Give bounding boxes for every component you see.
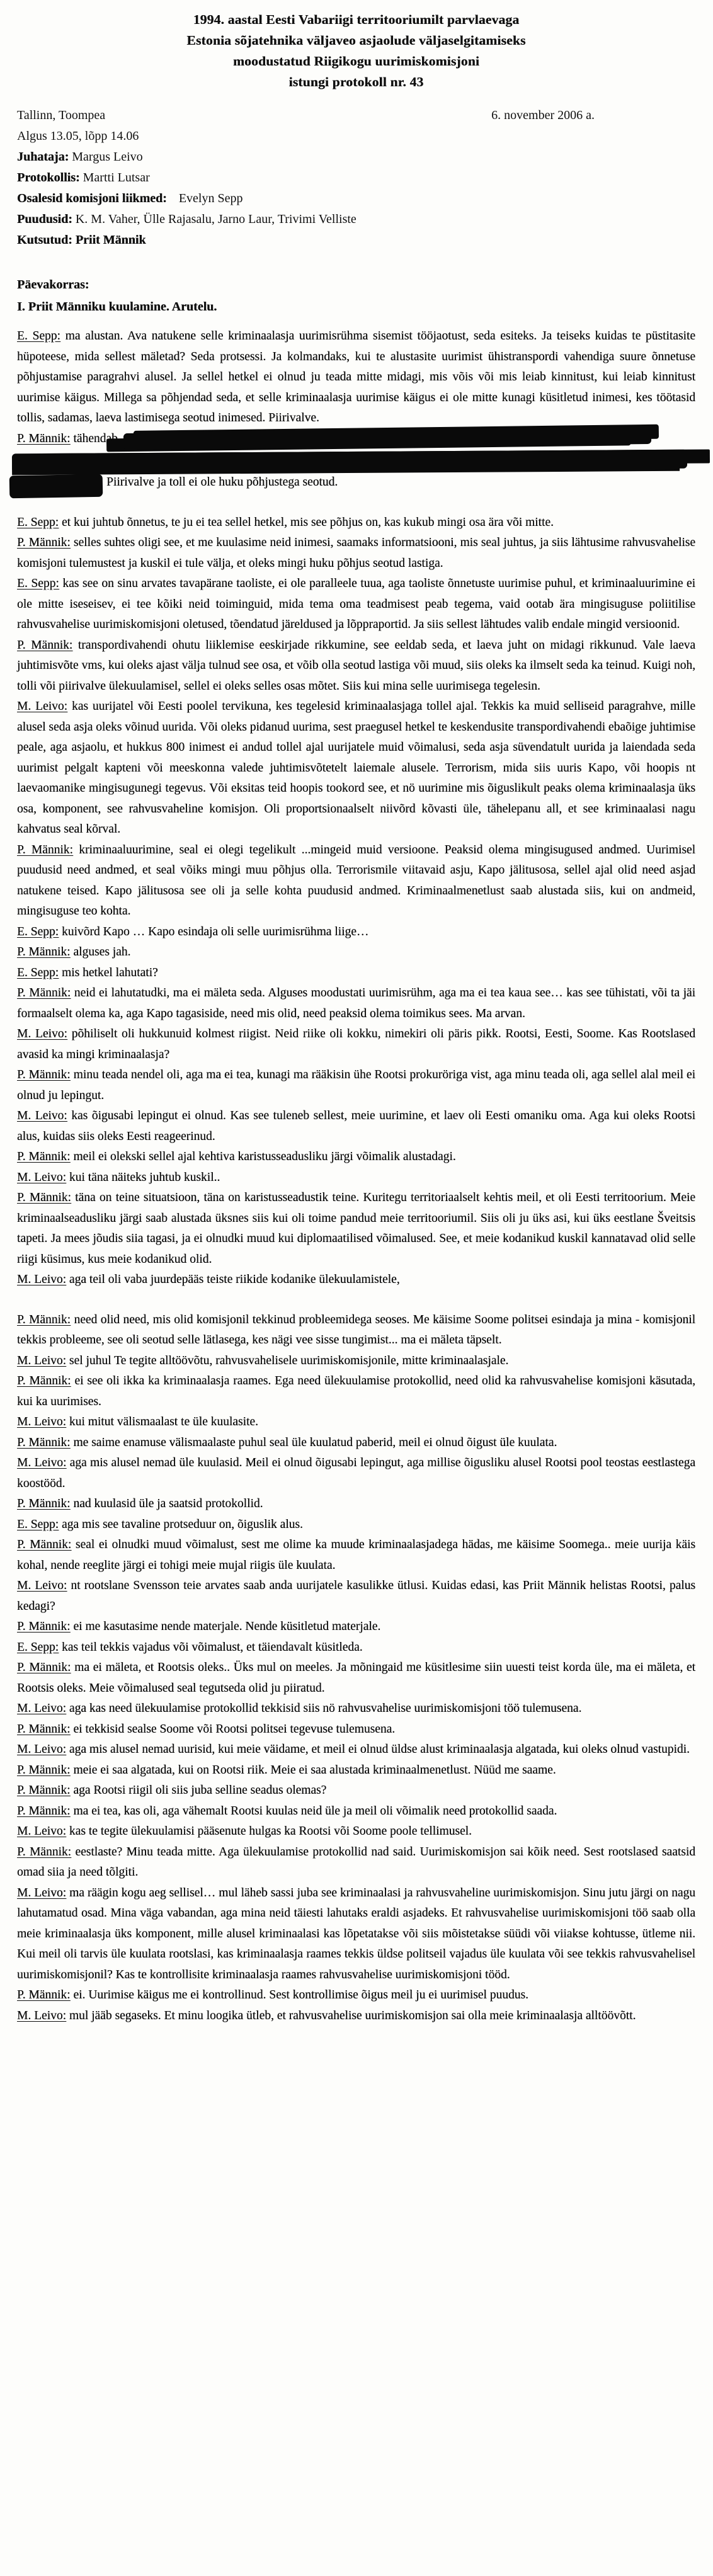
- speech-text: et kui juhtub õnnetus, te ju ei tea sellel hetkel, mis see põhjus on, kas kukub mingi osa ära või mitte.: [59, 515, 554, 529]
- agenda-block: [17, 275, 695, 317]
- speech-text: kas õigusabi lepingut ei olnud. Kas see tuleneb sellest, meie uurimine, et laev oli Eesti omaniku oma. Aga kui oleks Rootsi alus, kuidas siis oleks Eesti reageerinud.: [17, 1109, 695, 1143]
- speaker-name: M. Leivo:: [17, 1702, 66, 1715]
- speech-text: mul jääb segaseks. Et minu loogika ütleb, et rahvusvahelise uurimiskomisjon sai olla meie kriminaalasja alltöövõtt.: [66, 2009, 636, 2022]
- speech-paragraph: [17, 1024, 695, 1065]
- speech-text: ei see oli ikka ka kriminaalasja raames. Ega need ülekuulamise protokollid, need olid ka rahvusvahelise komisjoni käsutada, kui ka uurimises.: [17, 1374, 695, 1408]
- speech-text: alguses jah.: [70, 945, 131, 959]
- speech-paragraph: [17, 1494, 695, 1515]
- speech-paragraph: [17, 983, 695, 1024]
- speech-paragraph: [17, 1699, 695, 1719]
- speaker-name: M. Leivo:: [17, 1273, 66, 1286]
- speaker-name: P. Männik:: [17, 1313, 71, 1326]
- speaker-name: P. Männik:: [17, 986, 71, 1000]
- speech-text: selles suhtes oligi see, et me kuulasime neid inimesi, saamaks informatsiooni, mis seal juhtus, ja siis lähtusime rahvusvahelise komisjoni tulemustest ja kuskil ei tule välja, et oleks mingi huku põhjus seotud lastiga.: [17, 536, 695, 570]
- speaker-name: M. Leivo:: [17, 1456, 67, 1469]
- title-line: Estonia sõjatehnika väljaveo asjaolude väljaselgitamiseks: [186, 33, 526, 48]
- absent-value: K. M. Vaher, Ülle Rajasalu, Jarno Laur, Trivimi Velliste: [75, 212, 356, 226]
- speech-paragraph: [17, 1617, 695, 1638]
- speaker-name: P. Männik:: [17, 1150, 71, 1163]
- speech-text: täna on teine situatsioon, täna on karistusseadustik teine. Kuritegu territoriaalselt kehtis meil, et oli Eesti territoorium. Meie kriminaalseadusliku järgi saab alustada üksnes siis kui oli toime pandud meie territooriumil. Siis oli ju üks asi, kui üks eestlane Šveitsis tapeti. Ja mees jõudis siia tagasi, ja ei olnudki muud kui diplomaatilised võimalused. See, et meie kodanikud kuskil kannatavad olid selle riigi küsimus, kus meie kodanikud olid.: [17, 1191, 695, 1266]
- document-title: [17, 9, 695, 93]
- speech-text: ei. Uurimise käigus me ei kontrollinud. Sest kontrollimise õigus meil ju ei uurimisel puudus.: [70, 1988, 528, 2002]
- meta-invited: [17, 230, 695, 251]
- meta-location: Tallinn, Toompea: [17, 108, 106, 122]
- speech-text: kuivõrd Kapo … Kapo esindaja oli selle uurimisrühma liige…: [59, 925, 369, 938]
- speech-paragraph: [17, 1065, 695, 1106]
- speech-text: minu teada nendel oli, aga ma ei tea, kunagi ma rääkisin ühe Rootsi prokuröriga vist, aga minu teada oli, aga sellel alal meil ei olnud ju lepingut.: [17, 1068, 695, 1102]
- speech-text: ei tekkisid sealse Soome või Rootsi politsei tegevuse tulemusena.: [70, 1722, 396, 1736]
- speech-paragraph: [17, 942, 695, 963]
- speaker-name: P. Männik:: [17, 1538, 72, 1551]
- meta-absent: [17, 209, 695, 230]
- meta-date: 6. november 2006 a.: [491, 108, 595, 122]
- meta-time: Algus 13.05, lõpp 14.06: [17, 129, 139, 143]
- present-label: Osalesid komisjoni liikmed:: [17, 191, 167, 205]
- invited-label: Kutsutud:: [17, 233, 72, 247]
- speaker-name: M. Leivo:: [17, 2009, 66, 2022]
- speaker-name: M. Leivo:: [17, 1109, 67, 1122]
- recorder-label: Protokollis:: [17, 171, 80, 185]
- meta-chair: [17, 147, 695, 168]
- speech-paragraph: [17, 1658, 695, 1699]
- speaker-name: M. Leivo:: [17, 1825, 66, 1838]
- title-line: 1994. aastal Eesti Vabariigi territooriumilt parvlaevaga: [193, 12, 520, 27]
- speech-text: me saime enamuse välismaalaste puhul seal üle kuulatud paberid, meil ei olnud õigust üle kuulata.: [70, 1435, 557, 1449]
- speech-text: ma ei mäleta, et Rootsis oleks.. Üks mul on meeles. Ja mõningaid me küsitlesime siin uuesti teist korda üle, ma ei mäleta, et Rootsis oleks. Meie võimalused seal tegutseda olid ju piiratud.: [17, 1661, 695, 1695]
- speech-text: põhiliselt oli hukkunuid kolmest riigist. Neid riike oli kokku, nimekiri oli päris pikk. Rootsi, Eesti, Soome. Kas Rootslased avasid ka mingi kriminaalasja?: [17, 1027, 695, 1061]
- speaker-name: P. Männik:: [17, 431, 71, 445]
- speech-text: aga teil oli vaba juurdepääs teiste riikide kodanike ülekuulamistele,: [66, 1273, 400, 1286]
- speech-paragraph: [17, 513, 695, 533]
- title-line: moodustatud Riigikogu uurimiskomisjoni: [232, 54, 480, 69]
- speaker-name: M. Leivo:: [17, 1886, 67, 1900]
- speaker-name: M. Leivo:: [17, 1743, 66, 1756]
- speaker-name: P. Männik:: [17, 1620, 71, 1633]
- speaker-name: P. Männik:: [17, 1497, 71, 1510]
- speech-text: ma alustan. Ava natukene selle kriminaalasja uurimisrühma sisemist tööjaotust, seda esiteks. Ja teiseks kuidas te püstitasite hüpoteese, mida sellest mäletad? Seda protsessi. Ja kolmandaks, kui te alustasite uurimist ühistranspordi vahendiga suure õnnetuse põhjustamise paragrahvi alusel. Ja sellel hetkel ei olnud ju teada mitte midagi, mis võis või mis leiab kinnitust, kui leiab kinnitust uurimise käigus. Millega sa põhjendad seda, et selle kriminaalasja uurimise käigus ei ole mitte kunagi küsitletud inimesi, kes töötasid tollis, sadamas, laeva lastimisega seotud inimesed. Piirivalve.: [17, 329, 695, 425]
- speaker-name: E. Sepp:: [17, 1517, 59, 1531]
- speaker-name: P. Männik:: [17, 1804, 71, 1818]
- speech-paragraph: [17, 963, 695, 984]
- speech-text: mis hetkel lahutati?: [59, 966, 158, 979]
- speaker-name: P. Männik:: [17, 1988, 71, 2002]
- speech-paragraph: [17, 1351, 695, 1372]
- speech-text: kui mitut välismaalast te üle kuulasite.: [66, 1415, 258, 1428]
- speaker-name: M. Leivo:: [17, 700, 68, 713]
- speaker-name: P. Männik:: [17, 1763, 71, 1777]
- speaker-name: P. Männik:: [17, 1191, 71, 1204]
- speaker-name: P. Männik:: [17, 1661, 71, 1674]
- speech-paragraph: [17, 1310, 695, 1351]
- speech-text: kui täna näiteks juhtub kuskil..: [66, 1170, 220, 1184]
- speaker-name: P. Männik:: [17, 638, 73, 652]
- speaker-name: P. Männik:: [17, 1722, 71, 1736]
- speech-paragraph: [17, 1453, 695, 1494]
- meta-block: [17, 105, 695, 251]
- speech-paragraph: [17, 1842, 695, 1883]
- speech-paragraph: [17, 1371, 695, 1412]
- speech-text: ma ei tea, kas oli, aga vähemalt Rootsi kuulas neid üle ja meil oli võimalik need protokollid saada.: [70, 1804, 557, 1818]
- recorder-value: Martti Lutsar: [83, 171, 150, 185]
- speaker-name: E. Sepp:: [17, 329, 60, 343]
- speaker-name: P. Männik:: [17, 1845, 72, 1859]
- speech-text: seal ei olnudki muud võimalust, sest me olime ka muude kriminaalasjadega hädas, me käisime Soomega.. meie uurija käis kohal, nende reeglite järgi ei tohigi meie mujal riigis üle kuulata.: [17, 1538, 695, 1572]
- speech-paragraph: [17, 533, 695, 574]
- speaker-name: P. Männik:: [17, 1068, 71, 1081]
- speech-text: aga mis alusel nemad üle kuulasid. Meil ei olnud õigusabi lepingut, aga millise õigusliku alusel Rootsi pool teostas eestlastega koostööd.: [17, 1456, 695, 1490]
- speech-paragraph: [17, 1883, 695, 1986]
- speech-paragraph: [17, 922, 695, 943]
- speech-paragraph: [17, 840, 695, 922]
- speech-paragraph: [17, 574, 695, 635]
- present-value: Evelyn Sepp: [178, 191, 243, 205]
- speech-paragraph: [17, 1147, 695, 1168]
- speech-paragraph: [17, 1433, 695, 1454]
- speaker-name: E. Sepp:: [17, 925, 59, 938]
- speaker-name: P. Männik:: [17, 1784, 71, 1797]
- speech-text: aga Rootsi riigil oli siis juba selline seadus olemas?: [70, 1784, 327, 1797]
- meta-present: [17, 188, 695, 209]
- redaction-bar: [123, 426, 651, 450]
- speech-paragraph: [17, 1760, 695, 1781]
- agenda-item: I. Priit Männiku kuulamine. Arutelu.: [17, 300, 217, 314]
- speaker-name: E. Sepp:: [17, 577, 59, 590]
- speech-paragraph: [17, 697, 695, 840]
- speaker-name: M. Leivo:: [17, 1415, 66, 1428]
- speech-text: kas uurijatel või Eesti poolel tervikuna, kes tegelesid kriminaalasjaga tollel ajal. Tekkis ka muid selliseid paragrahve, mille alusel seda asja oleks võinud uurida. Või oleks pidanud uurima, sest praegusel hetkel te keskendusite transpordivahendi ebaõige juhtimise peale, aga asjaolu, et hukkus 800 inimest ei andud tollel ajal uurijatele muid võimalusi, seda asja süvendatult uurida ja laiendada seda uurimist pelgalt kapteni või meeskonna valede juhtimisvõtetelt laiemale alusele. Terrorism, mida siis uuris Kapo, või hoopis nt laevaomanike mingisugunegi tegevus. Või eksitas teid hoopis tookord see, et nö uurimine mis õiguslikult peaks olema kriminaalasja üks osa, komponent, see rahvusvaheline komisjon. Oli proportsionaalselt niivõrd kõvasti üle, tähelepanu all, et see kriminaalasi nagu kahvatus seal kõrval.: [17, 700, 695, 836]
- speaker-name: M. Leivo:: [17, 1170, 66, 1184]
- speaker-name: M. Leivo:: [17, 1354, 66, 1367]
- meta-recorder: [17, 168, 695, 188]
- speaker-name: P. Männik:: [17, 945, 71, 959]
- speech-paragraph: [17, 1106, 695, 1147]
- speaker-name: P. Männik:: [17, 1435, 71, 1449]
- speech-text: nt rootslane Svensson teie arvates saab anda uurijatele kasulikke ütlusi. Kuidas edasi, kas Priit Männik helistas Rootsi, palus kedagi?: [17, 1579, 695, 1613]
- speaker-name: E. Sepp:: [17, 1640, 59, 1654]
- speech-text: kriminaaluurimine, seal ei olegi tegelikult ...mingeid muid versioone. Peaksid olema mingisugused andmed. Uurimisel puudusid need andmed, et seal võiks mingi muu põhjus olla. Terrorismile viitavaid asju, Kapo jälitusosa, sellel ajal olid need asjad natukene teised. Kapo jälitusosa see oli ja selle kohta puudusid andmed. Kriminaalmenetlust saab alustada siis, kui on andmeid, mingisuguse teo kohta.: [17, 843, 696, 918]
- speech-text: nad kuulasid üle ja saatsid protokollid.: [70, 1497, 263, 1510]
- speech-paragraph: [17, 635, 695, 697]
- speech-paragraph: [17, 1270, 695, 1291]
- speech-text: Piirivalve ja toll ei ole huku põhjustega seotud.: [106, 476, 338, 489]
- speech-text: ma räägin kogu aeg sellisel… mul läheb sassi juba see kriminaalasi ja rahvusvaheline uurimiskomisjon. Sinu jutu järgi on nagu lahutamatud osad. Mina väga vabandan, aga mina neid täiesti lahutaks eraldi asjadeks. Et rahvusvahelise uurimiskomisjoni töö saab olla meie kriminaalasja üks komponent, mille alusel kriminaalasi kas lõpetatakse või siis mõistetakse süüdi või viiakse kohtusse, ütleme nii. Kui meil oli tarvis üle kuulata rootslasi, kas kriminaalasja raames tekkis üldse politseil vajadus üle kuulata või see tekkis rahvusvahelisel uurimiskomisjonil? Kas te kontrollisite kriminaalasja raames rahvusvahelise uurimiskomisjoni tööd.: [17, 1886, 695, 1981]
- speech-text: meil ei olekski sellel ajal kehtiva karistusseadusliku järgi võimalik alustadagi.: [70, 1150, 456, 1163]
- speech-text: ei me kasutasime nende materjale. Nende küsitletud materjale.: [70, 1620, 381, 1633]
- speech-text: aga kas need ülekuulamise protokollid tekkisid siis nö rahvusvahelise uurimiskomisjoni töö tulemusena.: [66, 1702, 582, 1715]
- chair-value: Margus Leivo: [72, 150, 143, 164]
- redaction-bar: [9, 474, 103, 498]
- speech-paragraph: [17, 1719, 695, 1740]
- speaker-name: P. Männik:: [17, 1374, 71, 1388]
- speech-paragraph: [17, 1188, 695, 1270]
- speech-text: sel juhul Te tegite alltöövõtu, rahvusvahelisele uurimiskomisjonile, mitte kriminaalasjale.: [66, 1354, 509, 1367]
- speech-paragraph: [17, 326, 695, 429]
- speech-paragraph: [17, 2006, 695, 2027]
- speaker-name: M. Leivo:: [17, 1579, 67, 1592]
- speech-paragraph: [17, 1535, 695, 1576]
- speaker-name: E. Sepp:: [17, 515, 59, 529]
- speech-text: kas see on sinu arvates tavapärane taoliste, ei ole paralleele tuua, aga taoliste õnnetuste uurimise puhul, et kriminaaluurimine ei ole mitte iseseisev, ei tee kõiki neid toiminguid, mida tema oma teadmisest peab tegema, vaid ootab ära mingisuguse poliitilise rahvusvahelise uurimiskomisjoni oletused, tõendatud järeldused ja lõppraportid. Ja siis sellest lähtudes valib endale mingid versioonid.: [17, 577, 695, 631]
- invited-value: Priit Männik: [75, 233, 146, 247]
- speaker-name: M. Leivo:: [17, 1027, 67, 1040]
- speech-text: kas teil tekkis vajadus või võimalust, et täiendavalt küsitleda.: [59, 1640, 363, 1654]
- transcript: [17, 326, 695, 2026]
- speech-text: transpordivahendi ohutu liiklemise eeskirjade rikkumine, see eeldab seda, et laeva juht on midagi rikkunud. Vale laeva juhtimisvõte vms, kui oleks ajast välja tulnud see osa, et võib olla seotud lastiga või muud, siis oleks ka ilmselt seda ka teinud. Kuigi noh, tolli või piirivalve ülekuulamisel, sellel ei oleks selles osas mõtet. Siis kui mina selle uurimisega tegelesin.: [17, 638, 696, 693]
- speech-paragraph: [17, 1638, 695, 1658]
- speech-paragraph: [17, 1740, 695, 1760]
- speech-text: aga mis alusel nemad uurisid, kui meie väidame, et meil ei olnud üldse alust kriminaalasja algatada, kui oleks olnud vastupidi.: [66, 1743, 690, 1756]
- chair-label: Juhataja:: [17, 150, 69, 164]
- speaker-name: P. Männik:: [17, 843, 73, 857]
- speaker-name: E. Sepp:: [17, 966, 59, 979]
- speech-paragraph: P. Männik: tähendab Piirivalve ja toll ei ole huku põhjustega seotud.: [17, 429, 695, 493]
- speech-paragraph: [17, 1168, 695, 1188]
- speech-paragraph: [17, 1576, 695, 1617]
- agenda-heading: Päevakorras:: [17, 278, 89, 292]
- speech-text: eestlaste? Minu teada mitte. Aga ülekuulamise protokollid nad said. Uurimiskomisjon sai kõik need. Sest rootslased saatsid omad siia ja need tõlgiti.: [17, 1845, 695, 1879]
- speech-paragraph: [17, 1801, 695, 1822]
- speech-text: aga mis see tavaline protseduur on, õiguslik alus.: [59, 1517, 303, 1531]
- speech-paragraph: [17, 1821, 695, 1842]
- title-line: istungi protokoll nr. 43: [288, 74, 424, 89]
- speech-text: meie ei saa algatada, kui on Rootsi riik. Meie ei saa alustada kriminaalmenetlust. Nüüd me saame.: [70, 1763, 556, 1777]
- speech-paragraph: [17, 1412, 695, 1433]
- redaction-bar: [12, 450, 687, 473]
- speech-paragraph: [17, 1515, 695, 1536]
- speech-text: need olid need, mis olid komisjonil tekkinud probleemidega seoses. Me käisime Soome politsei esindaja ja mina - komisjonil tekkis probleeme, see oli seotud selle lätlasega, kes nägi vee sisse tungimist... ma ei mäleta täpselt.: [17, 1313, 695, 1347]
- absent-label: Puudusid:: [17, 212, 72, 226]
- speaker-name: P. Männik:: [17, 536, 71, 549]
- speech-text: neid ei lahutatudki, ma ei mäleta seda. Alguses moodustati uurimisrühm, aga ma ei tea kaua see… kas see tühistati, või ta jäi formaalselt olema ka, aga Kapo tagasiside, need mis olid, need peaksid olema toimikus sees. Ma arvan.: [17, 986, 696, 1020]
- speech-paragraph: [17, 1985, 695, 2006]
- speech-text: kas te tegite ülekuulamisi pääsenute hulgas ka Rootsi või Soome poole tellimusel.: [66, 1825, 472, 1838]
- speech-paragraph: [17, 1781, 695, 1801]
